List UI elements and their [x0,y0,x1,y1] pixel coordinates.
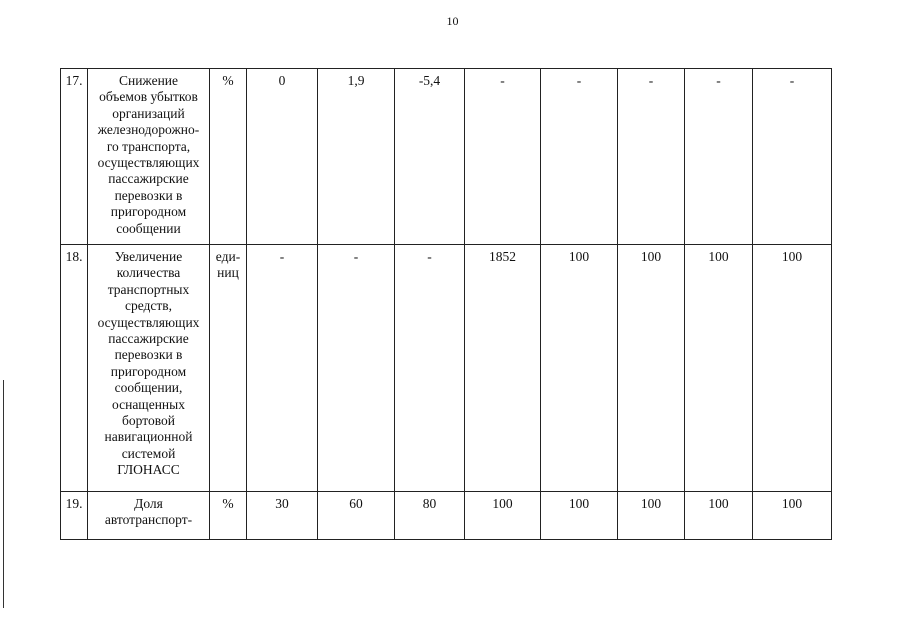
table-row [61,492,832,540]
indicator-name-line: перевозки в [114,187,183,203]
value-cell: - [318,245,395,492]
indicator-name [88,492,210,540]
indicator-name-line: автотранспорт- [104,512,193,528]
value-cell: 1,9 [318,69,395,245]
unit-cell [210,245,247,492]
table-row [61,245,832,492]
indicator-name-line: средств, [124,298,173,314]
unit-cell [210,492,247,540]
value-cell: 100 [618,245,685,492]
unit-line: еди- [215,249,241,264]
value-cell: - [753,69,832,245]
value-cell: - [395,245,465,492]
unit-cell [210,69,247,245]
indicator-name-line: сообщении [116,220,181,236]
row-number: 19. [61,492,88,540]
indicator-name-line: транспортных [107,281,190,297]
indicators-table [60,68,832,540]
indicator-name-line: сообщении, [114,380,183,396]
indicator-name-line: количества [116,265,181,281]
indicator-name-line: железнодорожно- [97,122,200,138]
indicator-name-line: осуществляющих [97,155,200,171]
value-cell: 100 [753,245,832,492]
indicator-name-line: го транспорта, [106,138,191,154]
indicator-name-line: ГЛОНАСС [117,462,180,478]
indicator-name-line: системой [121,445,176,461]
value-cell: - [247,245,318,492]
row-number: 18. [61,245,88,492]
indicator-name-line: организаций [112,105,185,121]
indicator-name-line: Доля [134,496,163,511]
value-cell: 100 [685,492,753,540]
table-body [61,69,832,540]
value-cell: - [685,69,753,245]
value-cell: - [541,69,618,245]
indicator-name-line: пригородном [110,204,187,220]
indicator-name [88,245,210,492]
value-cell: 100 [465,492,541,540]
indicator-name-line: оснащенных [112,396,185,412]
page-number: 10 [446,14,459,28]
indicator-name-line: пригородном [110,363,187,379]
indicator-name-line: бортовой [122,413,175,429]
indicator-name-line: осуществляющих [97,314,200,330]
value-cell: -5,4 [395,69,465,245]
indicator-name-line: перевозки в [114,347,183,363]
unit-line: ниц [217,265,239,281]
value-cell: 1852 [465,245,541,492]
value-cell: 80 [395,492,465,540]
indicator-name-line: пассажирские [108,171,189,187]
indicator-name-line: Снижение [118,73,179,88]
value-cell: 100 [685,245,753,492]
row-number: 17. [61,69,88,245]
value-cell: 100 [541,492,618,540]
indicator-name-line: пассажирские [108,331,189,347]
unit-line: % [222,73,234,88]
value-cell: 0 [247,69,318,245]
value-cell: 30 [247,492,318,540]
value-cell: - [618,69,685,245]
value-cell: 100 [753,492,832,540]
indicator-name-line: навигационной [104,429,193,445]
value-cell: 60 [318,492,395,540]
indicator-name [88,69,210,245]
table-row [61,69,832,245]
indicator-name-line: объемов убытков [99,89,198,105]
indicator-name-line: Увеличение [114,249,183,264]
value-cell: 100 [541,245,618,492]
unit-line: % [222,496,234,511]
value-cell: - [465,69,541,245]
scan-edge-line [3,380,4,608]
value-cell: 100 [618,492,685,540]
